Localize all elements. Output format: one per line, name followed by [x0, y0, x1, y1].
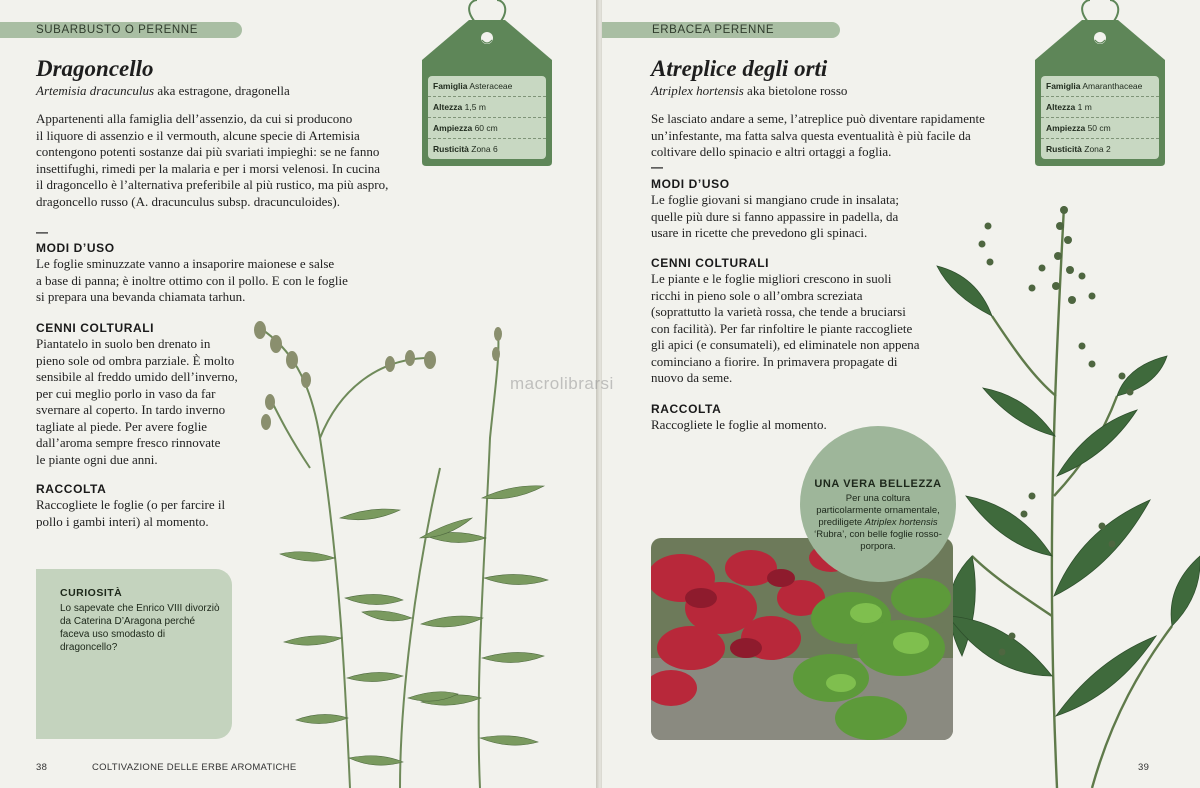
page-title: Atreplice degli orti — [651, 56, 828, 81]
modi-line: usare in ricette che prevedono gli spinaci. — [651, 225, 868, 240]
cenni-text — [651, 271, 951, 387]
modi-heading: MODI D’USO — [651, 177, 730, 191]
modi-line: Le foglie sminuzzate vanno a insaporire maionese e salse — [36, 256, 335, 271]
feature-text: Per una coltura particolarmente ornamentale, prediligete Atriplex hortensis ‘Rubra’, con belle foglie rosso- porpora. — [814, 493, 942, 552]
plant-subtitle — [36, 83, 290, 99]
modi-heading: MODI D’USO — [36, 241, 115, 255]
raccolta-heading: RACCOLTA — [651, 402, 722, 416]
left-page — [0, 0, 598, 788]
modi-line: si prepara una bevanda chiamata tarhun. — [36, 289, 246, 304]
cenni-line: cominciano a fiorire. In primavera propagate di — [651, 353, 898, 369]
raccolta-line: pollo i gambi interi) al momento. — [36, 513, 209, 529]
cenni-line: tagliate al piede. Per avere foglie — [36, 418, 208, 434]
raccolta-line: Raccogliete le foglie (o per farcire il — [36, 497, 226, 512]
intro-line: un’infestante, ma fatta salva questa eventualità è più facile da — [651, 127, 971, 143]
cenni-line: dall’aroma sempre fresco rinnovate — [36, 435, 221, 450]
tag-row-altezza: Altezza 1 m — [1041, 97, 1159, 118]
cenni-heading: CENNI COLTURALI — [36, 321, 155, 335]
tag-row-famiglia: Famiglia Amaranthaceae — [1041, 76, 1159, 97]
modi-line: a base di panna; è inoltre ottimo con il pollo. E con le foglie — [36, 272, 348, 288]
cenni-line: (soprattutto la varietà rossa, che tende a bruciarsi — [651, 304, 906, 319]
feature-heading: UNA VERA BELLEZZA — [814, 478, 942, 490]
section-label: SUBARBUSTO O PERENNE — [0, 22, 242, 38]
latin-name: Atriplex hortensis — [651, 83, 744, 98]
tag-card — [428, 76, 546, 159]
right-page — [602, 0, 1200, 788]
section-dash: — — [651, 160, 663, 174]
cenni-line: per cui meglio porlo in vaso da far — [36, 385, 216, 401]
cenni-text — [36, 336, 266, 468]
raccolta-line: Raccogliete le foglie al momento. — [651, 417, 827, 432]
intro-line: il liquore di assenzio e il vermouth, alcune specie di Artemisia — [36, 127, 360, 143]
section-label: ERBACEA PERENNE — [602, 22, 840, 38]
intro-line: Se lasciato andare a seme, l’atreplice può diventare rapidamente — [651, 111, 985, 126]
raccolta-heading: RACCOLTA — [36, 482, 107, 496]
modi-line: Le foglie giovani si mangiano crude in insalata; — [651, 192, 900, 207]
intro-line: il dragoncello è l’alternativa preferibile al più rustico, ma più aspro, — [36, 177, 389, 192]
cenni-line: Le piante e le foglie migliori crescono in suoli — [651, 271, 892, 286]
modi-text — [651, 192, 951, 242]
watermark: macrolibrarsi — [510, 374, 614, 393]
cenni-line: ricchi in pieno sole o all’ombra screziata — [651, 287, 863, 303]
raccolta-text — [36, 497, 266, 530]
plant-subtitle — [651, 83, 847, 99]
cenni-line: con facilità). Per far rinfoltire le piante raccogliete — [651, 320, 913, 336]
page-number-right: 39 — [1138, 762, 1150, 773]
tag-row-altezza: Altezza 1,5 m — [428, 97, 546, 118]
curiosity-text: Lo sapevate che Enrico VIII divorziò da Caterina D’Aragona perché faceva uso smodasto di dragoncello? — [60, 603, 220, 653]
tag-row-famiglia: Famiglia Asteraceae — [428, 76, 546, 97]
tag-row-rusticita: Rusticità Zona 6 — [433, 144, 498, 154]
plant-info-tag — [1034, 0, 1166, 166]
aka-names: aka estragone, dragonella — [154, 83, 290, 98]
intro-line: dragoncello russo (A. dracunculus subsp. dracunculoides). — [36, 193, 340, 209]
latin-name: Artemisia dracunculus — [36, 83, 155, 98]
feature-circle — [800, 426, 956, 582]
cenni-line: svernare al coperto. In tardo inverno — [36, 402, 226, 417]
intro-text — [651, 111, 1031, 161]
cenni-line: sensibile al freddo umido dell’inverno, — [36, 369, 238, 384]
page-number-left: 38 — [36, 762, 48, 773]
modi-line: quelle più dure si fanno appassire in padella, da — [651, 208, 899, 224]
intro-line: Appartenenti alla famiglia dell’assenzio, da cui si producono — [36, 111, 353, 126]
intro-text — [36, 111, 408, 210]
tag-row-ampiezza: Ampiezza 50 cm — [1041, 118, 1159, 139]
cenni-line: le piante ogni due anni. — [36, 451, 158, 467]
intro-line: insettifughi, rimedi per la malaria e per i morsi velenosi. In cucina — [36, 160, 381, 176]
curiosity-heading: CURIOSITÀ — [60, 587, 123, 599]
modi-text — [36, 256, 408, 306]
orach-illustration — [932, 196, 1200, 788]
cenni-line: gli apici (e consumateli), ed eliminatele non appena — [651, 337, 920, 352]
section-dash: — — [36, 225, 48, 239]
tag-card — [1041, 76, 1159, 159]
intro-line: contengono potenti sostanze dai più svariati impieghi: se ne fanno — [36, 144, 380, 159]
page-title: Dragoncello — [36, 56, 154, 81]
intro-line: coltivare dello spinacio e altri ortaggi a foglia. — [651, 144, 892, 159]
cenni-line: nuovo da seme. — [651, 370, 733, 385]
curiosity-box — [36, 569, 232, 739]
cenni-heading: CENNI COLTURALI — [651, 256, 770, 270]
tag-row-ampiezza: Ampiezza 60 cm — [428, 118, 546, 139]
aka-names: aka bietolone rosso — [743, 83, 848, 98]
tag-row-rusticita: Rusticità Zona 2 — [1046, 144, 1111, 154]
plant-info-tag — [421, 0, 553, 166]
cenni-line: pieno sole od ombra parziale. È molto — [36, 352, 235, 368]
cenni-line: Piantatelo in suolo ben drenato in — [36, 336, 211, 351]
footer-book-title: COLTIVAZIONE DELLE ERBE AROMATICHE — [92, 762, 297, 773]
